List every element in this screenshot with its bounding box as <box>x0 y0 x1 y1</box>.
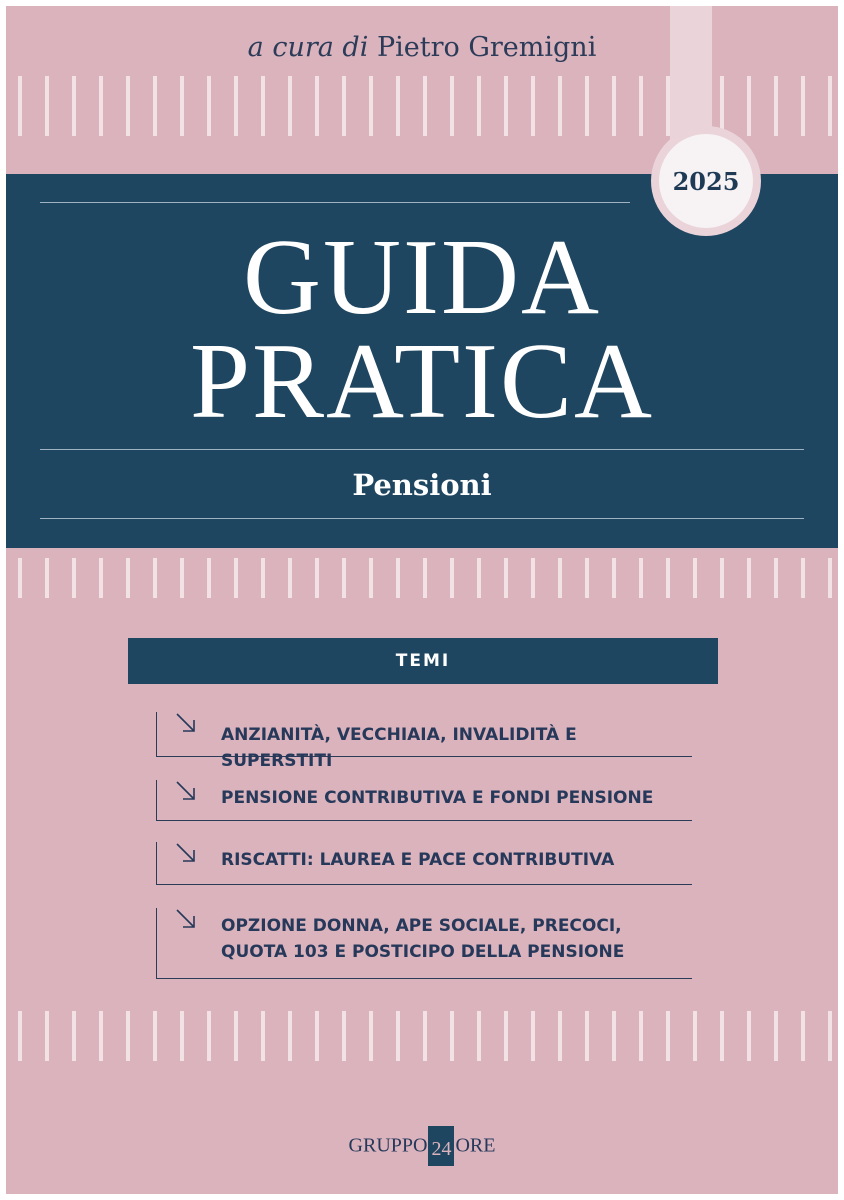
stripe <box>45 1011 49 1061</box>
stripe <box>828 1011 832 1061</box>
stripe <box>234 558 238 598</box>
stripe <box>261 1011 265 1061</box>
stripe <box>774 1011 778 1061</box>
stripe <box>639 558 643 598</box>
stripe <box>180 558 184 598</box>
divider-middle <box>40 449 804 450</box>
author-line <box>212 28 632 68</box>
stripe <box>504 76 508 136</box>
stripe <box>801 76 805 136</box>
arrow-down-right-icon <box>175 780 197 802</box>
stripe <box>828 558 832 598</box>
stripe <box>477 76 481 136</box>
stripe <box>369 558 373 598</box>
stripe <box>558 76 562 136</box>
stripe <box>315 1011 319 1061</box>
stripe <box>639 1011 643 1061</box>
stripe <box>666 558 670 598</box>
edition-year: 2025 <box>672 166 740 196</box>
stripe <box>531 1011 535 1061</box>
title-line-1: GUIDA <box>243 218 601 337</box>
stripe <box>423 558 427 598</box>
arrow-down-right-icon <box>175 712 197 734</box>
stripe <box>693 558 697 598</box>
stripe <box>396 1011 400 1061</box>
stripe <box>450 1011 454 1061</box>
publisher-logo <box>6 1126 838 1166</box>
stripe <box>450 558 454 598</box>
stripe <box>288 1011 292 1061</box>
topic-item <box>156 780 692 821</box>
stripe <box>342 558 346 598</box>
stripe <box>126 76 130 136</box>
stripe <box>99 1011 103 1061</box>
book-cover <box>6 6 838 1194</box>
topic-item <box>156 908 692 979</box>
stripe <box>342 1011 346 1061</box>
stripe <box>477 1011 481 1061</box>
stripe <box>504 558 508 598</box>
topic-item <box>156 712 692 771</box>
publisher-name-part3: ORE <box>455 1134 496 1157</box>
stripe <box>153 558 157 598</box>
stripe <box>666 1011 670 1061</box>
stripe <box>747 558 751 598</box>
publisher-name-part1: GRUPPO <box>348 1134 428 1157</box>
topic-item <box>156 842 692 885</box>
stripe <box>612 1011 616 1061</box>
stripe <box>315 558 319 598</box>
stripe <box>612 558 616 598</box>
stripe <box>396 76 400 136</box>
stripe <box>315 76 319 136</box>
topic-label: OPZIONE DONNA, APE SOCIALE, PRECOCI, QUOTA 103 E POSTICIPO DELLA PENSIONE <box>221 916 625 962</box>
author-name: Pietro Gremigni <box>376 32 597 63</box>
stripe <box>207 558 211 598</box>
stripe <box>234 1011 238 1061</box>
stripe <box>774 558 778 598</box>
stripe <box>423 76 427 136</box>
stripe <box>504 1011 508 1061</box>
topic-label: PENSIONE CONTRIBUTIVA E FONDI PENSIONE <box>221 788 654 808</box>
stripe <box>585 558 589 598</box>
stripe <box>774 76 778 136</box>
stripe <box>531 76 535 136</box>
stripe <box>693 1011 697 1061</box>
stripe <box>369 76 373 136</box>
stripe <box>477 558 481 598</box>
stripe <box>558 558 562 598</box>
topics-header: TEMI <box>395 651 451 671</box>
stripe <box>153 76 157 136</box>
stripe <box>180 1011 184 1061</box>
stripe <box>180 76 184 136</box>
stripe <box>99 558 103 598</box>
stripe <box>234 76 238 136</box>
stripe <box>45 76 49 136</box>
stripe <box>612 76 616 136</box>
stripe <box>801 1011 805 1061</box>
stripe <box>450 76 454 136</box>
stripe <box>18 558 22 598</box>
arrow-down-right-icon <box>175 908 197 930</box>
publisher-name-part2: 24 <box>428 1126 454 1166</box>
topic-label: ANZIANITÀ, VECCHIAIA, INVALIDITÀ E SUPERSTITI <box>221 725 577 771</box>
year-badge <box>651 126 761 236</box>
stripe <box>720 1011 724 1061</box>
stripe <box>639 76 643 136</box>
stripe <box>18 76 22 136</box>
arrow-down-right-icon <box>175 842 197 864</box>
stripe <box>72 76 76 136</box>
stripe <box>369 1011 373 1061</box>
stripe <box>801 558 805 598</box>
divider-bottom <box>40 518 804 519</box>
stripe <box>126 558 130 598</box>
stripe <box>396 558 400 598</box>
stripe <box>558 1011 562 1061</box>
stripe <box>747 76 751 136</box>
stripe <box>531 558 535 598</box>
stripe <box>261 558 265 598</box>
stripe <box>153 1011 157 1061</box>
stripe <box>585 76 589 136</box>
stripe <box>720 558 724 598</box>
stripe <box>72 1011 76 1061</box>
stripe <box>45 558 49 598</box>
stripe <box>72 558 76 598</box>
stripe <box>18 1011 22 1061</box>
stripe <box>288 558 292 598</box>
stripe <box>585 1011 589 1061</box>
stripe <box>261 76 265 136</box>
author-prefix: a cura di <box>247 32 369 63</box>
stripe <box>828 76 832 136</box>
topics-header-bar <box>128 638 718 684</box>
subtitle: Pensioni <box>352 468 492 502</box>
divider-top <box>40 202 630 203</box>
stripe <box>747 1011 751 1061</box>
stripe <box>288 76 292 136</box>
stripe <box>99 76 103 136</box>
stripe <box>126 1011 130 1061</box>
stripe <box>423 1011 427 1061</box>
stripe <box>207 76 211 136</box>
topic-label: RISCATTI: LAUREA E PACE CONTRIBUTIVA <box>221 850 615 870</box>
stripe <box>342 76 346 136</box>
stripe <box>207 1011 211 1061</box>
title-line-2: PRATICA <box>189 322 655 441</box>
